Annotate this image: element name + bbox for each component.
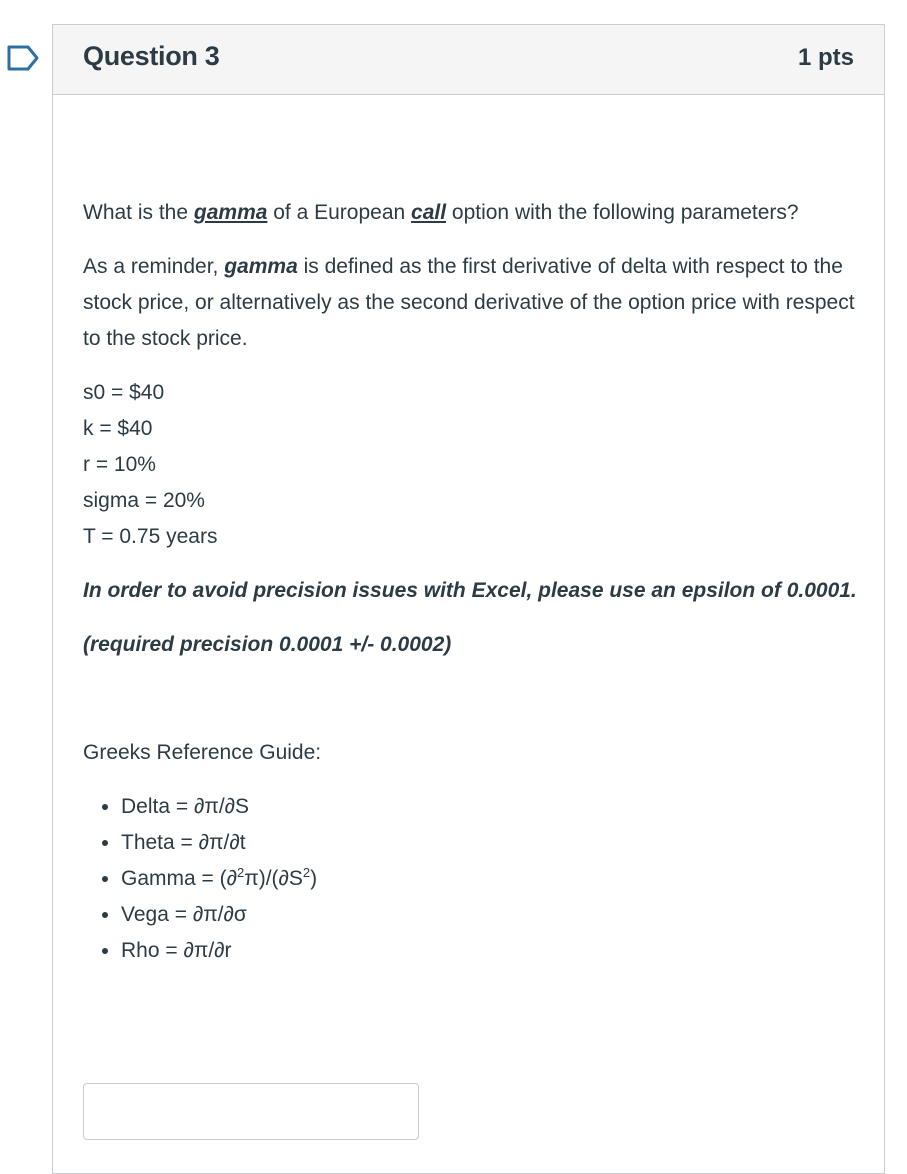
call-emphasis: call bbox=[411, 201, 447, 224]
question-points: 1 pts bbox=[797, 44, 854, 71]
greek-delta: • Delta = ∂π/∂S bbox=[121, 789, 863, 825]
precision-note: (required precision 0.0001 +/- 0.0002) bbox=[83, 633, 452, 656]
param-sigma: sigma = 20% bbox=[83, 489, 205, 512]
answer-input[interactable] bbox=[83, 1083, 419, 1140]
param-t: T = 0.75 years bbox=[83, 525, 218, 548]
question-card bbox=[52, 24, 885, 1174]
greek-gamma: • Gamma = $(\partial^2\pi)/(\partial S^2)$ bbox=[121, 861, 863, 897]
greek-vega: • Vega = ∂π/∂σ bbox=[121, 897, 863, 933]
greeks-reference-title: Greeks Reference Guide: bbox=[83, 741, 322, 764]
epsilon-note: In order to avoid precision issues with Excel, please use an epsilon of 0.0001. bbox=[83, 579, 857, 602]
gamma-reminder-emphasis: gamma bbox=[224, 255, 298, 278]
param-r: r = 10% bbox=[83, 453, 156, 476]
parameters-list bbox=[83, 375, 863, 555]
question-title: Question 3 bbox=[83, 41, 220, 71]
question-text: What is the gamma of a European call option with the following parameters? bbox=[83, 201, 799, 224]
gamma-emphasis: gamma bbox=[193, 201, 268, 224]
greek-rho: • Rho = ∂π/∂r bbox=[121, 933, 863, 969]
question-header bbox=[53, 25, 884, 95]
greek-theta: • Theta = ∂π/∂t bbox=[121, 825, 863, 861]
flag-question-icon[interactable] bbox=[6, 44, 40, 72]
question-body bbox=[83, 195, 863, 969]
reminder-text: As a reminder, gamma is defined as the first derivative of delta with respect to the stock price, or alternatively as the second derivative of the option price with respect to the stock price. bbox=[83, 255, 855, 350]
greeks-list bbox=[83, 789, 863, 969]
param-k: k = $40 bbox=[83, 417, 153, 440]
param-s0: s0 = $40 bbox=[83, 381, 165, 404]
